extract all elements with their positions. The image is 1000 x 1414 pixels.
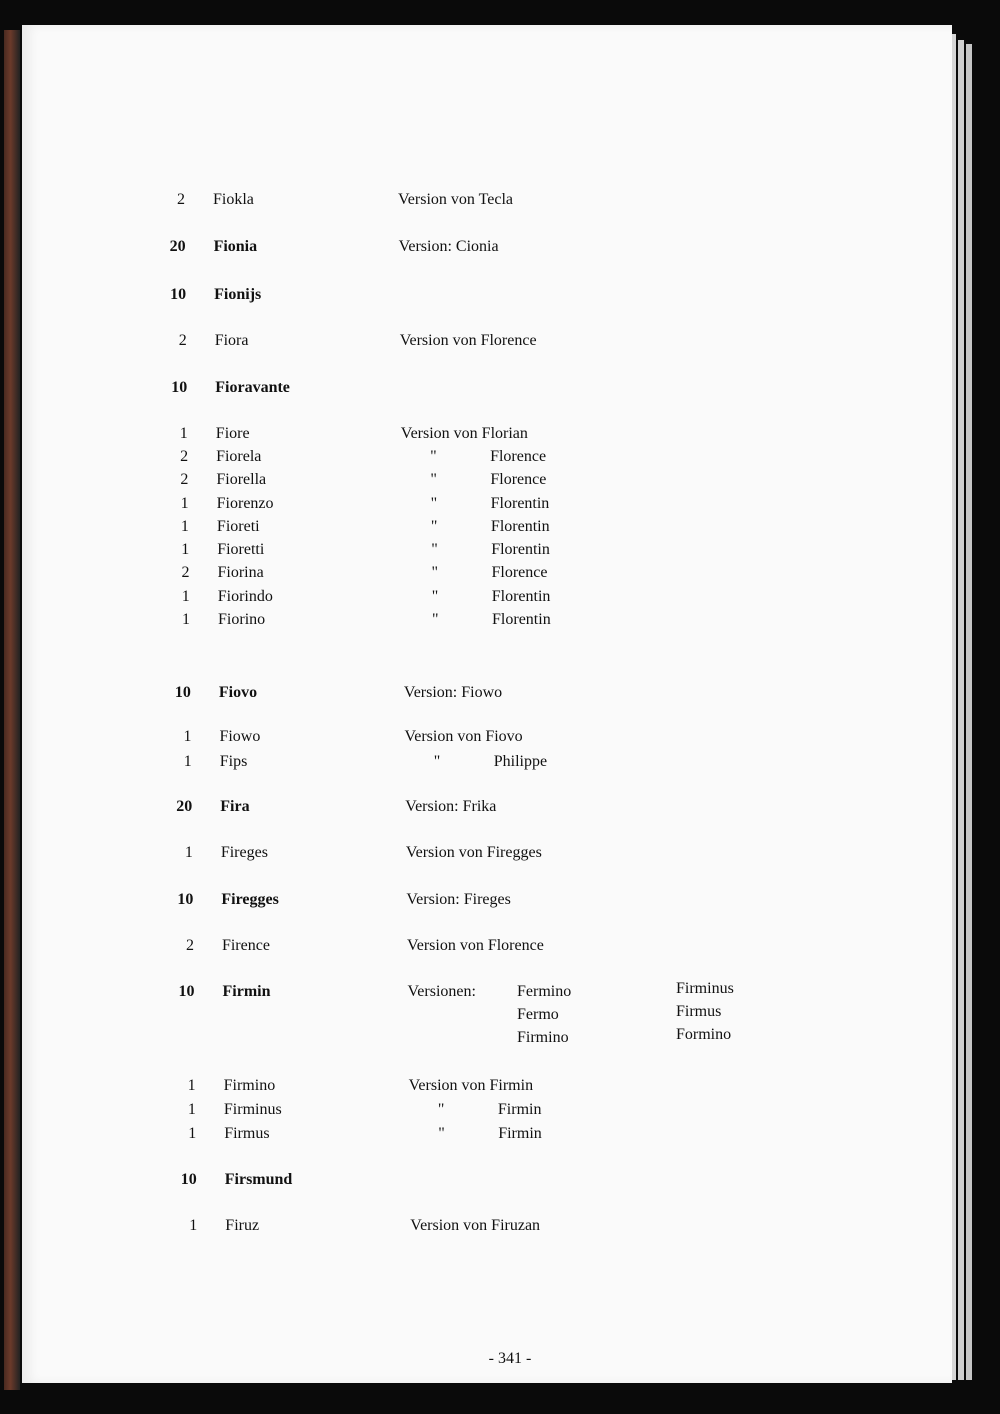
entry-name: Fiorella [216, 471, 267, 488]
entry-count: 10 [174, 684, 191, 701]
entry-name: Firmus [224, 1125, 270, 1142]
ditto-mark: " [431, 588, 439, 605]
entry-count: 2 [177, 191, 185, 208]
entry-reference: Firmin [498, 1125, 542, 1142]
ditto-mark: " [430, 448, 437, 465]
ditto-mark: " [431, 564, 438, 581]
entry-count: 10 [180, 1171, 197, 1188]
entry-count: 1 [183, 728, 192, 745]
entry-count: 1 [180, 495, 189, 512]
entry-description: Version von Tecla [398, 191, 513, 208]
entry-description: Version: Frika [405, 798, 497, 815]
entry-reference: Florentin [490, 518, 550, 535]
entry-description: Version von Firuzan [410, 1217, 541, 1234]
version-item: Firmus [676, 1003, 722, 1020]
entry-count: 1 [180, 518, 189, 535]
entry-count: 10 [171, 379, 188, 396]
entry-count: 10 [170, 286, 187, 303]
entry-reference: Florentin [491, 588, 551, 605]
entry-name: Fiowo [219, 728, 261, 745]
entry-name: Fiorino [218, 611, 266, 628]
entry-count: 1 [183, 753, 192, 770]
entry-reference: Florence [490, 471, 547, 488]
entry-count: 20 [169, 238, 186, 255]
entry-description: Version von Florian [400, 425, 528, 442]
entry-name: Firmin [222, 983, 271, 1000]
entry-name: Fiorenzo [216, 495, 274, 512]
entry-name: Fiora [214, 332, 249, 349]
entry-name: Firsmund [224, 1171, 293, 1188]
entry-reference: Florentin [490, 495, 550, 512]
entry-count: 10 [178, 983, 195, 1000]
entry-name: Firuz [225, 1217, 260, 1234]
entry-count: 1 [179, 425, 188, 442]
entry-name: Fireges [220, 844, 268, 861]
entry-reference: Florentin [492, 611, 551, 628]
entry-name: Fiore [215, 425, 250, 442]
entry-description: Version: Cionia [398, 238, 499, 255]
entry-description: Version: Fireges [406, 891, 511, 908]
entry-count: 2 [178, 332, 187, 349]
ditto-mark: " [431, 541, 438, 558]
ditto-mark: " [432, 611, 439, 628]
entry-name: Fioreti [216, 518, 260, 535]
entry-name: Firegges [221, 891, 279, 908]
entry-name: Fira [220, 798, 250, 815]
entry-reference: Philippe [493, 753, 548, 770]
entry-count: 1 [182, 611, 191, 628]
entry-count: 2 [180, 471, 189, 488]
entry-reference: Firmin [497, 1101, 542, 1118]
entry-reference: Florence [490, 448, 547, 465]
entry-count: 2 [181, 564, 190, 581]
ditto-mark: " [437, 1101, 445, 1118]
entry-reference: Florence [491, 564, 548, 581]
ditto-mark: " [438, 1125, 445, 1142]
version-item: Formino [676, 1026, 732, 1043]
entry-description: Version von Fiovo [404, 728, 523, 745]
entry-description: Versionen: [407, 983, 476, 1000]
entry-count: 2 [185, 937, 194, 954]
ditto-mark: " [430, 471, 437, 488]
entry-name: Firminus [223, 1101, 282, 1118]
version-item: Fermo [517, 1006, 559, 1023]
entry-name: Fiorindo [217, 588, 273, 605]
entry-name: Fioravante [215, 379, 290, 396]
entry-count: 1 [187, 1101, 196, 1118]
entry-name: Fioretti [217, 541, 265, 558]
entry-count: 1 [181, 588, 190, 605]
ditto-mark: " [433, 753, 441, 770]
entry-count: 1 [181, 541, 190, 558]
entry-description: Version von Firmin [408, 1077, 534, 1094]
page-edge [958, 40, 964, 1380]
version-item: Fermino [517, 983, 572, 1000]
entry-description: Version: Fiowo [403, 684, 503, 701]
entry-name: Fiokla [213, 191, 254, 208]
version-item: Firminus [676, 980, 734, 997]
entry-name: Fiovo [218, 684, 258, 701]
entry-count: 1 [187, 1077, 196, 1094]
entry-count: 20 [176, 798, 193, 815]
entry-description: Version von Firegges [405, 844, 542, 861]
entry-count: 1 [189, 1217, 198, 1234]
entry-description: Version von Florence [399, 332, 537, 349]
entry-name: Fionia [213, 238, 258, 255]
ditto-mark: " [430, 518, 438, 535]
entry-name: Fionijs [214, 286, 262, 303]
entry-count: 2 [180, 448, 189, 465]
entry-name: Firmino [223, 1077, 276, 1094]
entry-name: Fiorela [216, 448, 262, 465]
book-spine [4, 30, 20, 1390]
page-edge [966, 44, 972, 1380]
ditto-mark: " [430, 495, 438, 512]
entry-description: Version von Florence [406, 937, 544, 954]
version-item: Firmino [517, 1029, 569, 1046]
entry-name: Firence [221, 937, 270, 954]
entry-count: 1 [184, 844, 193, 861]
entry-count: 10 [177, 891, 194, 908]
entry-count: 1 [188, 1125, 197, 1142]
entry-name: Fips [219, 753, 248, 770]
entry-name: Fiorina [217, 564, 264, 581]
page-number: - 341 - [488, 1350, 532, 1367]
entry-reference: Florentin [491, 541, 550, 558]
